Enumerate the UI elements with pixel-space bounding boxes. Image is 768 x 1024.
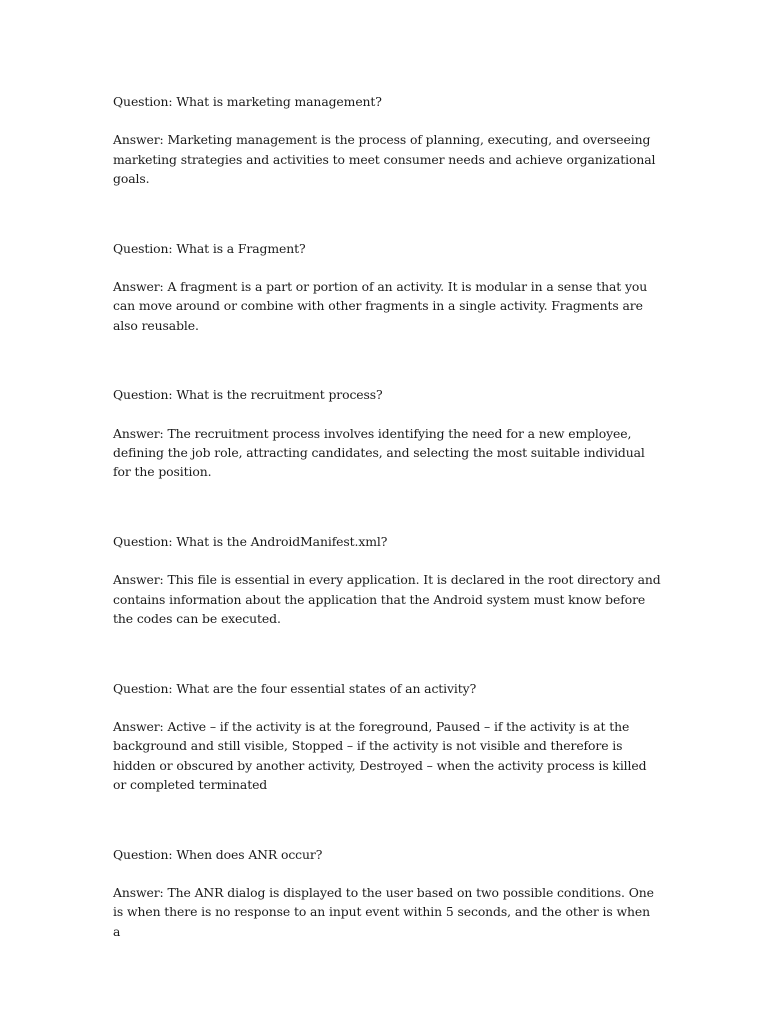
qa-item	[113, 532, 661, 629]
answer-text: Answer: Active – if the activity is at the foreground, Paused – if the activity is at the background and still visible, Stopped – if the activity is not visible and therefore is hidden or obscured by another activity, Destroyed – when the activity process is killed or completed terminated	[113, 718, 647, 793]
question-text: Question: When does ANR occur?	[113, 846, 323, 862]
qa-item	[113, 845, 661, 942]
qa-list	[113, 92, 661, 991]
question-text: Question: What are the four essential states of an activity?	[113, 680, 477, 696]
question-text: Question: What is marketing management?	[113, 94, 382, 109]
qa-item	[113, 385, 661, 482]
answer-text: Answer: This file is essential in every application. It is declared in the root directory and contains information about the application that the Android system must know before the codes can be executed.	[113, 572, 661, 627]
question-text: Question: What is a Fragment?	[113, 240, 306, 256]
question-text: Question: What is the AndroidManifest.xml?	[113, 533, 388, 549]
answer-text: Answer: The recruitment process involves identifying the need for a new employee, defining the job role, attracting candidates, and selecting the most suitable individual for the position.	[113, 425, 645, 480]
answer-text: Answer: Marketing management is the process of planning, executing, and overseeing marketing strategies and activities to meet consumer needs and achieve organizational goals.	[113, 132, 656, 187]
answer-text: Answer: The ANR dialog is displayed to the user based on two possible conditions. One is when there is no response to an input event within 5 seconds, and the other is when a	[113, 884, 654, 939]
qa-item	[113, 679, 661, 795]
answer-text: Answer: A fragment is a part or portion of an activity. It is modular in a sense that you can move around or combine with other fragments in a single activity. Fragments are also reusable.	[113, 279, 648, 333]
question-text: Question: What is the recruitment process?	[113, 387, 383, 403]
qa-item	[113, 239, 661, 336]
qa-item	[113, 92, 661, 189]
